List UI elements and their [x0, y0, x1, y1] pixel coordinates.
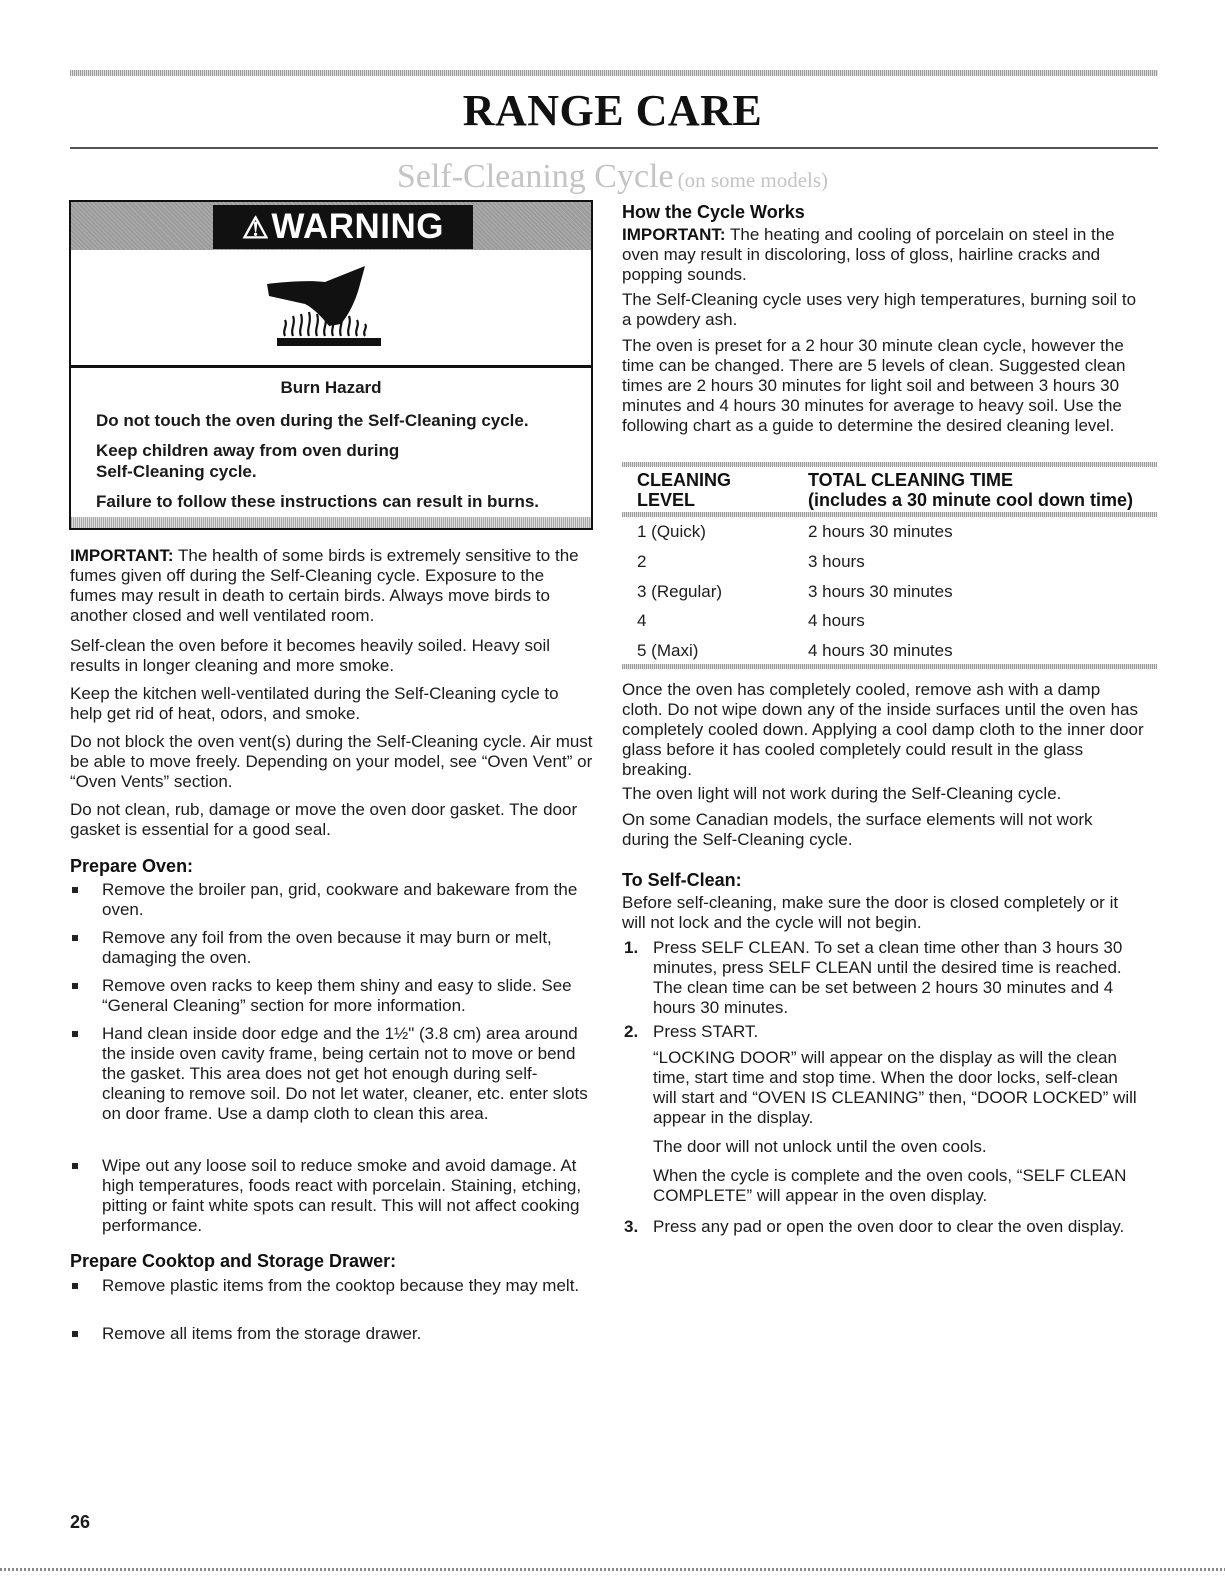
hot-surface-hand-icon: [255, 262, 395, 350]
table-cell-time: 4 hours 30 minutes: [808, 641, 953, 660]
table-cell-time: 3 hours 30 minutes: [808, 582, 953, 601]
warning-bottom-band: [71, 517, 591, 528]
warning-label: ⚠WARNING: [213, 205, 473, 249]
table-bottom-rule: [622, 664, 1157, 669]
birds-important-paragraph: IMPORTANT: The health of some birds is extremely sensitive to the fumes given off during the Self-Cleaning cycle. Exposure to the fumes may result in death to certain birds. Always move birds to another closed and well ventilated room.: [70, 546, 579, 625]
top-rule: [70, 70, 1158, 76]
prepare-cooktop-heading: Prepare Cooktop and Storage Drawer:: [70, 1251, 397, 1271]
table-cell-level: 4: [637, 611, 647, 630]
warning-line: Failure to follow these instructions can result in burns.: [96, 492, 540, 511]
step-text: The door will not unlock until the oven cools.: [653, 1137, 987, 1156]
prepare-oven-heading: Prepare Oven:: [70, 856, 194, 876]
paragraph: Keep the kitchen well-ventilated during the Self-Cleaning cycle to help get rid of heat, odors, and smoke.: [70, 684, 559, 723]
paragraph: Do not clean, rub, damage or move the oven door gasket. The door gasket is essential for a good seal.: [70, 800, 578, 839]
bullet: [72, 1331, 78, 1337]
paragraph: Before self-cleaning, make sure the door is closed completely or it will not lock and the cycle will not begin.: [622, 893, 1119, 932]
warning-line: Self-Cleaning cycle.: [96, 462, 257, 481]
step-number: 1.: [624, 938, 639, 957]
list-item: Remove any foil from the oven because it may burn or melt, damaging the oven.: [70, 928, 590, 968]
table-cell-level: 2: [637, 552, 647, 571]
table-cell-level: 5 (Maxi): [637, 641, 699, 660]
step-text: When the cycle is complete and the oven cools, “SELF CLEAN COMPLETE” will appear in the oven display.: [653, 1166, 1127, 1205]
warning-line: Keep children away from oven during: [96, 441, 400, 460]
step-text: Press any pad or open the oven door to clear the oven display.: [653, 1217, 1125, 1236]
step-number: 3.: [624, 1217, 639, 1236]
table-cell-time: 4 hours: [808, 611, 865, 630]
paragraph: The oven is preset for a 2 hour 30 minute clean cycle, however the time can be changed. There are 5 levels of clean. Suggested clean times are 2 hours 30 minutes for light soil and between 3 hours 30 minutes and 4 hours 30 minutes for average to heavy soil. Use the following chart as a guide to determine the desired cleaning level.: [622, 336, 1126, 435]
paragraph: On some Canadian models, the surface elements will not work during the Self-Cleaning cycle.: [622, 810, 1093, 849]
step-text: Press START.: [653, 1022, 759, 1041]
list-item: Remove all items from the storage drawer.: [70, 1324, 590, 1344]
bullet: [72, 983, 78, 989]
table-header-rule: [622, 512, 1157, 517]
warning-triangle-icon: ⚠: [241, 212, 270, 245]
section-title: [0, 158, 1225, 196]
warning-divider: [71, 365, 591, 368]
to-self-clean-heading: To Self-Clean:: [622, 870, 742, 890]
bullet: [72, 1031, 78, 1037]
warning-hazard: Burn Hazard: [280, 378, 382, 397]
list-item: Remove plastic items from the cooktop because they may melt.: [70, 1276, 590, 1296]
table-cell-level: 3 (Regular): [637, 582, 723, 601]
step-number: 2.: [624, 1022, 639, 1041]
section-title-text: Self-Cleaning Cycle: [396, 158, 674, 195]
table-top-rule: [622, 462, 1157, 467]
step-text: Press SELF CLEAN. To set a clean time other than 3 hours 30 minutes, press SELF CLEAN until the desired time is reached. The clean time can be set between 2 hours 30 minutes and 4 hours 30 minutes.: [653, 938, 1123, 1017]
bottom-rule: [0, 1568, 1225, 1571]
table-header-time: TOTAL CLEANING TIME (includes a 30 minute cool down time): [808, 470, 1134, 510]
how-cycle-works-heading: How the Cycle Works: [622, 202, 805, 222]
paragraph: Do not block the oven vent(s) during the Self-Cleaning cycle. Air must be able to move freely. Depending on your model, see “Oven Vent” or “Oven Vents” section.: [70, 732, 593, 791]
page-number: 26: [70, 1512, 91, 1532]
table-cell-time: 3 hours: [808, 552, 865, 571]
porcelain-important-paragraph: IMPORTANT: The heating and cooling of porcelain on steel in the oven may result in discoloring, loss of gloss, hairline cracks and popping sounds.: [622, 225, 1115, 284]
list-item: Wipe out any loose soil to reduce smoke and avoid damage. At high temperatures, foods react with porcelain. Staining, etching, pitting or faint white spots can result. This will not affect cooking performance.: [70, 1156, 590, 1236]
paragraph: The oven light will not work during the Self-Cleaning cycle.: [622, 784, 1062, 803]
list-item: Hand clean inside door edge and the 1½" (3.8 cm) area around the inside oven cavity frame, being certain not to move or bend the gasket. This area does not get hot enough during self-cleaning to remove soil. Do not let water, cleaner, etc. enter slots on door frame. Use a damp cloth to clean this area.: [70, 1024, 590, 1124]
bullet: [72, 887, 78, 893]
list-item: Remove the broiler pan, grid, cookware and bakeware from the oven.: [70, 880, 590, 920]
bullet: [72, 1283, 78, 1289]
warning-line: Do not touch the oven during the Self-Cleaning cycle.: [96, 411, 529, 430]
table-cell-level: 1 (Quick): [637, 522, 706, 541]
section-title-note: (on some models): [677, 168, 829, 192]
title-rule: [70, 147, 1158, 149]
paragraph: Once the oven has completely cooled, remove ash with a damp cloth. Do not wipe down any of the inside surfaces until the oven has completely cooled down. Applying a cool damp cloth to the inner door glass before it has cooled completely could result in the glass breaking.: [622, 680, 1144, 779]
bullet: [72, 935, 78, 941]
step-text: “LOCKING DOOR” will appear on the display as will the clean time, start time and stop time. When the door locks, self-clean will start and “OVEN IS CLEANING” then, “DOOR LOCKED” will appear in the display.: [653, 1048, 1137, 1127]
paragraph: The Self-Cleaning cycle uses very high temperatures, burning soil to a powdery ash.: [622, 290, 1137, 329]
table-cell-time: 2 hours 30 minutes: [808, 522, 953, 541]
table-header-level: CLEANING LEVEL: [637, 470, 731, 510]
list-item: Remove oven racks to keep them shiny and easy to slide. See “General Cleaning” section for more information.: [70, 976, 590, 1016]
bullet: [72, 1163, 78, 1169]
paragraph: Self-clean the oven before it becomes heavily soiled. Heavy soil results in longer cleaning and more smoke.: [70, 636, 551, 675]
page-title: RANGE CARE: [462, 86, 763, 135]
